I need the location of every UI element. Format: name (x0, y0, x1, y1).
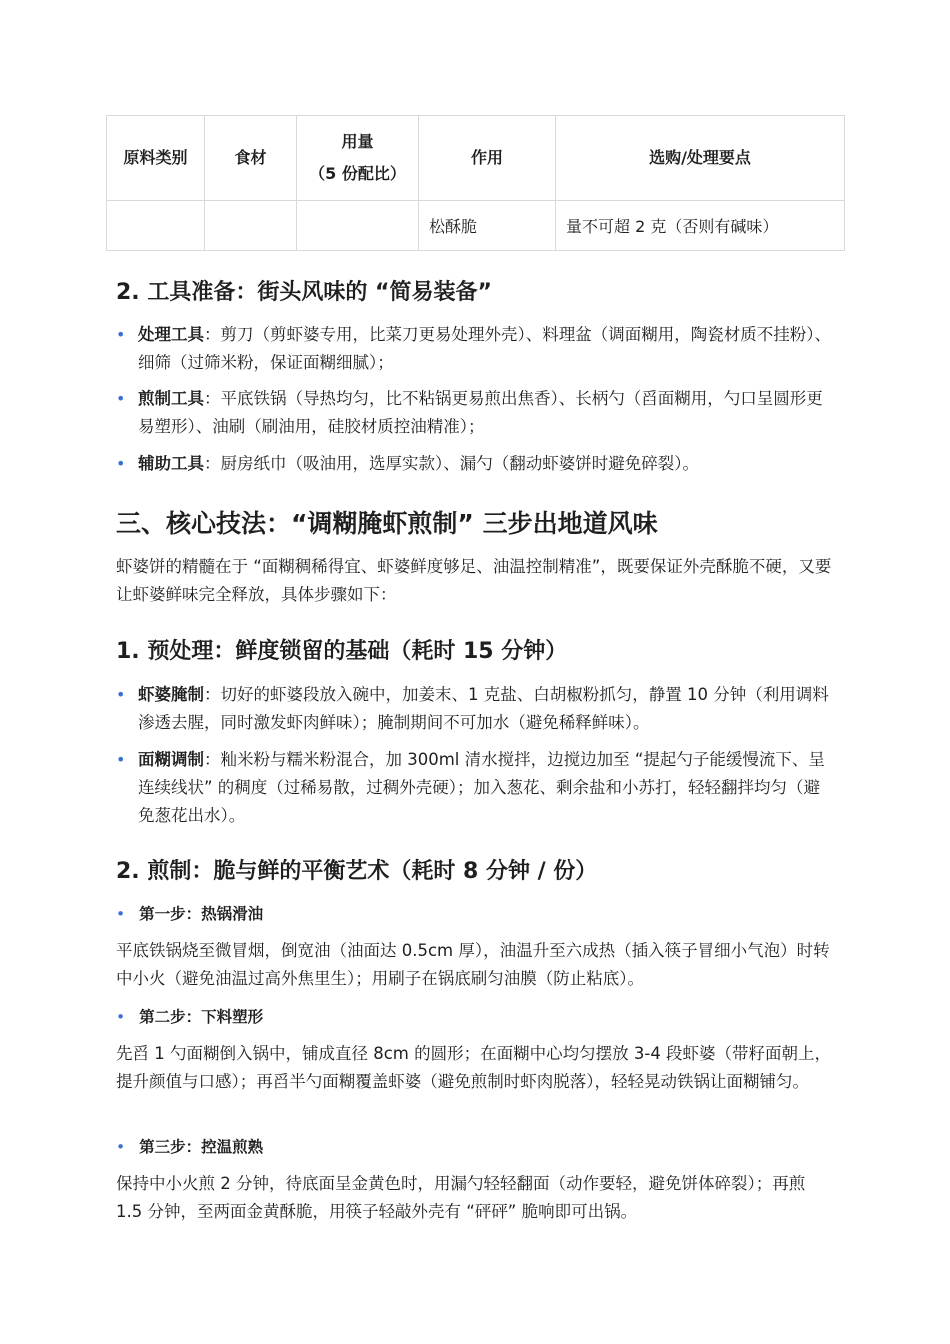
table-header-ingredient: 食材 (205, 116, 297, 201)
table-cell (297, 201, 419, 251)
list-item: • 虾婆腌制：切好的虾婆段放入碗中，加姜末、1 克盐、白胡椒粉抓匀，静置 10 分钟（利用调料渗透去腥，同时激发虾肉鲜味）；腌制期间不可加水（避免稀释鲜味）。 (116, 681, 834, 737)
step-title: • 第二步：下料塑形 (116, 1008, 264, 1026)
bullet-icon: • (116, 905, 126, 923)
table-header-tips: 选购/处理要点 (556, 116, 845, 201)
prep-heading: 1. 预处理：鲜度锁留的基础（耗时 15 分钟） (116, 639, 568, 664)
bullet-icon: • (116, 325, 126, 344)
step-text: 平底铁锅烧至微冒烟，倒宽油（油面达 0.5cm 厚），油温升至六成热（插入筷子冒细小气泡）时转中小火（避免油温过高外焦里生）；用刷子在锅底刷匀油膜（防止粘底）。 (116, 941, 830, 988)
bullet-icon: • (116, 685, 126, 704)
bullet-icon: • (116, 1008, 126, 1026)
fry-heading: 2. 煎制：脆与鲜的平衡艺术（耗时 8 分钟 / 份） (116, 859, 598, 884)
table-cell: 量不可超 2 克（否则有碱味） (556, 201, 845, 251)
step-title: • 第一步：热锅滑油 (116, 905, 264, 923)
list-item: • 面糊调制：籼米粉与糯米粉混合，加 300ml 清水搅拌，边搅边加至 “提起勺子能缓慢流下、呈连续线状” 的稠度（过稀易散，过稠外壳硬）；加入葱花、剩余盐和小苏打，轻轻翻拌均匀（避免葱花出水）。 (116, 746, 834, 830)
bullet-icon: • (116, 750, 126, 769)
table-cell (107, 201, 205, 251)
table-cell (205, 201, 297, 251)
table-header-row (107, 116, 845, 201)
table-row (107, 201, 845, 251)
list-item: • 处理工具：剪刀（剪虾婆专用，比菜刀更易处理外壳）、料理盆（调面糊用，陶瓷材质不挂粉）、细筛（过筛米粉，保证面糊细腻）； (116, 321, 834, 377)
tools-heading: 2. 工具准备：街头风味的 “简易装备” (116, 280, 492, 305)
bullet-icon: • (116, 454, 126, 473)
table-header-amount: 用量 （5 份配比） (297, 116, 419, 201)
step-text: 先舀 1 勺面糊倒入锅中，铺成直径 8cm 的圆形；在面糊中心均匀摆放 3-4 段虾婆（带籽面朝上，提升颜值与口感）；再舀半勺面糊覆盖虾婆（避免煎制时虾肉脱落），轻轻晃动铁锅让面糊铺匀。 (116, 1044, 832, 1091)
table-cell: 松酥脆 (419, 201, 556, 251)
technique-heading: 三、核心技法：“调糊腌虾煎制” 三步出地道风味 (116, 509, 658, 538)
bullet-icon: • (116, 1138, 126, 1156)
step-title: • 第三步：控温煎熟 (116, 1138, 264, 1156)
table-header-function: 作用 (419, 116, 556, 201)
ingredient-table (106, 115, 845, 251)
list-item: • 煎制工具：平底铁锅（导热均匀，比不粘锅更易煎出焦香）、长柄勺（舀面糊用，勺口呈圆形更易塑形）、油刷（刷油用，硅胶材质控油精准）； (116, 385, 834, 441)
technique-intro: 虾婆饼的精髓在于 “面糊稠稀得宜、虾婆鲜度够足、油温控制精准”，既要保证外壳酥脆不硬，又要让虾婆鲜味完全释放，具体步骤如下： (116, 557, 832, 604)
list-item: • 辅助工具：厨房纸巾（吸油用，选厚实款）、漏勺（翻动虾婆饼时避免碎裂）。 (116, 450, 834, 478)
step-text: 保持中小火煎 2 分钟，待底面呈金黄色时，用漏勺轻轻翻面（动作要轻，避免饼体碎裂）；再煎 1.5 分钟，至两面金黄酥脆，用筷子轻敲外壳有 “砰砰” 脆响即可出锅。 (116, 1174, 806, 1221)
table-header-category: 原料类别 (107, 116, 205, 201)
bullet-icon: • (116, 389, 126, 408)
